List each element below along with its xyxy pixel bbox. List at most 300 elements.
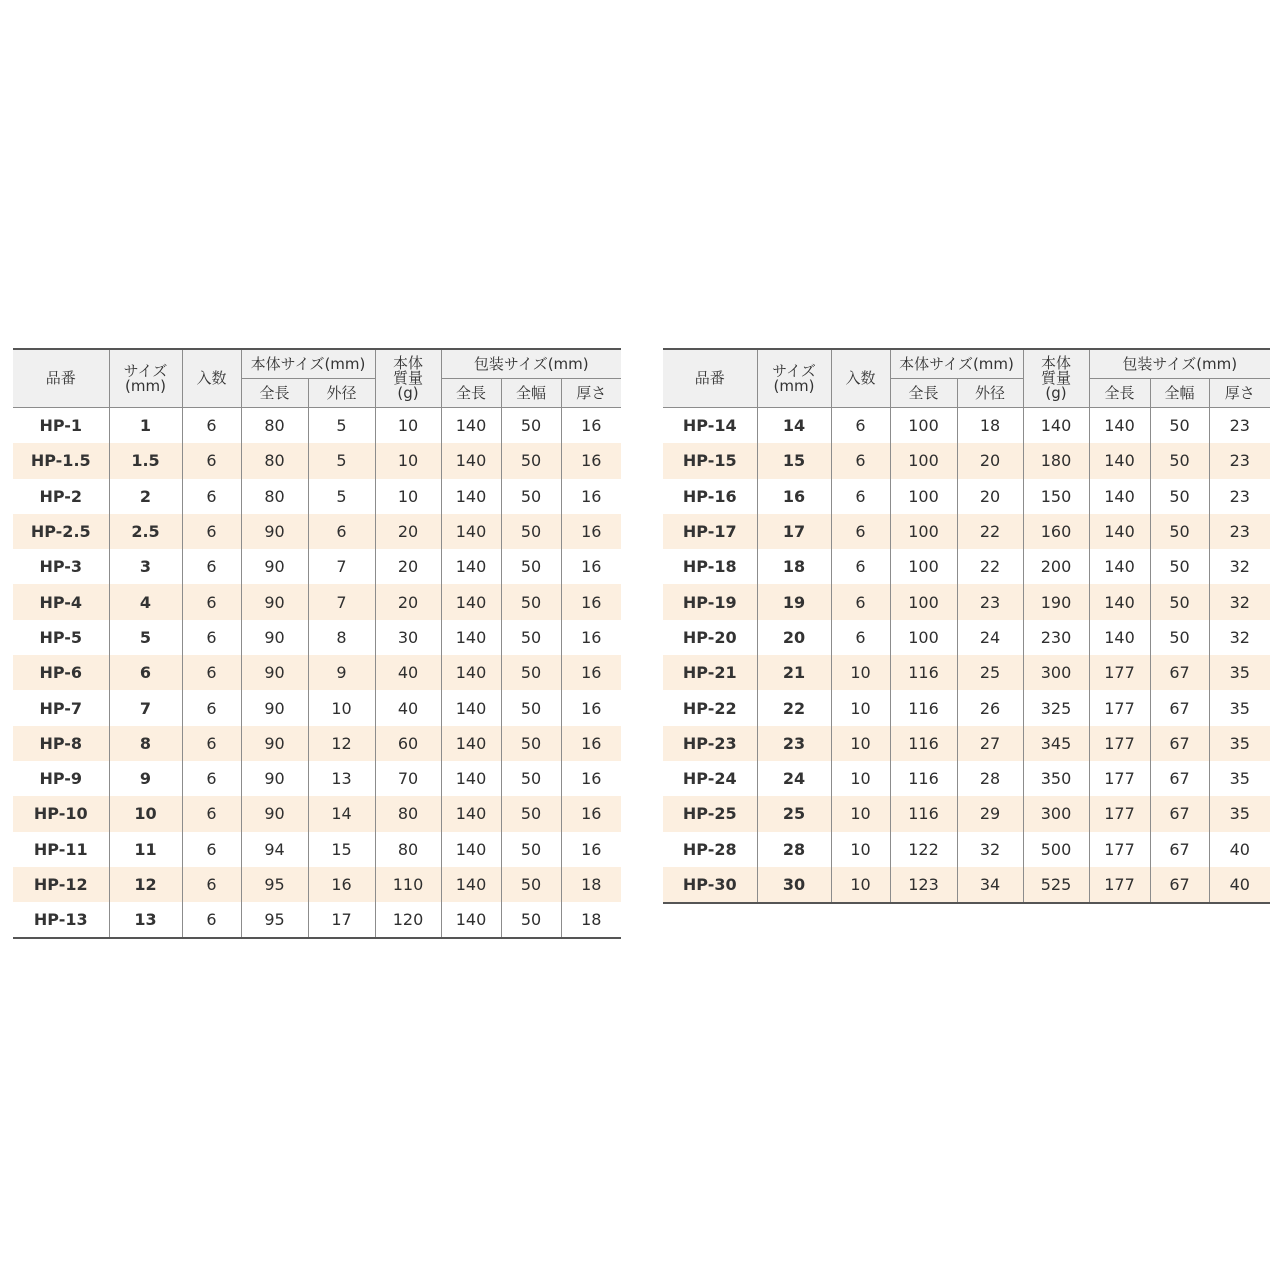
cell-pkg-width: 50 [501,655,561,690]
cell-mass: 20 [375,584,441,619]
header-body-length: 全長 [241,379,308,408]
cell-body-outer: 22 [957,549,1023,584]
cell-pkg-thickness: 23 [1209,408,1270,444]
cell-pkg-width: 67 [1150,832,1209,867]
cell-body-length: 100 [890,408,957,444]
cell-model: HP-3 [13,549,109,584]
cell-pkg-length: 140 [1089,514,1150,549]
cell-model: HP-7 [13,690,109,725]
cell-pkg-thickness: 16 [581,769,602,789]
cell-body-outer: 23 [957,584,1023,619]
table-row [663,514,1270,549]
cell-size: 10 [109,796,182,831]
cell-body-outer: 20 [957,443,1023,478]
cell-size: 5 [109,620,182,655]
cell-pkg-thickness: 16 [561,584,621,619]
cell-pkg-length: 140 [441,479,501,514]
table-row [663,549,1270,584]
cell-body-length: 90 [241,549,308,584]
cell-pkg-length: 140 [441,408,501,444]
header-body-outer: 外径 [957,379,1023,408]
cell-model: HP-17 [663,514,757,549]
cell-mass: 150 [1023,479,1089,514]
cell-size: 4 [109,584,182,619]
cell-pkg-thickness: 16 [561,514,621,549]
header-pkg-width: 全幅 [1150,379,1209,408]
cell-pkg-thickness: 16 [581,486,602,506]
cell-pkg-width: 67 [1150,761,1209,796]
cell-size: 25 [757,796,831,831]
cell-pkg-length: 140 [441,549,501,584]
cell-size: 20 [757,620,831,655]
cell-mass: 110 [375,867,441,902]
cell-body-length: 80 [241,479,308,514]
cell-mass: 80 [375,832,441,867]
cell-pkg-width: 50 [501,902,561,938]
cell-size: 18 [757,549,831,584]
cell-body-outer: 5 [308,443,375,478]
cell-qty: 6 [182,796,241,831]
cell-size: 17 [757,514,831,549]
cell-pkg-thickness: 35 [1229,698,1250,718]
table-row [13,479,621,514]
cell-body-outer: 27 [957,726,1023,761]
cell-mass: 180 [1023,443,1089,478]
cell-pkg-length: 177 [1089,796,1150,831]
cell-body-outer: 17 [308,902,375,938]
cell-pkg-length: 140 [1089,584,1150,619]
cell-mass: 140 [1023,408,1089,444]
table-row [663,867,1270,903]
cell-pkg-width: 50 [501,726,561,761]
cell-body-length: 90 [241,655,308,690]
spec-table-right [663,348,1270,904]
header-package-size: 包装サイズ(mm) [1089,349,1270,379]
cell-pkg-thickness: 35 [1209,726,1270,761]
cell-body-outer: 29 [957,796,1023,831]
cell-pkg-width: 50 [1150,479,1209,514]
table-row [663,726,1270,761]
cell-qty: 6 [831,549,890,584]
cell-model: HP-18 [663,549,757,584]
cell-qty: 6 [182,655,241,690]
cell-pkg-width: 67 [1150,690,1209,725]
cell-mass: 525 [1023,867,1089,903]
header-qty: 入数 [182,349,241,408]
cell-pkg-thickness: 35 [1229,769,1250,789]
cell-body-outer: 5 [308,408,375,444]
cell-size: 28 [757,832,831,867]
cell-pkg-length: 177 [1089,655,1150,690]
table-row [13,655,621,690]
cell-size: 2 [109,479,182,514]
cell-size: 8 [109,726,182,761]
cell-model: HP-9 [13,761,109,796]
table-row [13,832,621,867]
cell-pkg-width: 50 [501,549,561,584]
cell-pkg-thickness: 16 [561,655,621,690]
table-row [13,514,621,549]
cell-mass: 20 [375,549,441,584]
cell-qty: 10 [831,690,890,725]
cell-qty: 6 [182,726,241,761]
cell-body-outer: 20 [957,479,1023,514]
cell-qty: 6 [182,620,241,655]
cell-size: 16 [757,479,831,514]
cell-pkg-width: 50 [501,796,561,831]
cell-body-length: 123 [890,867,957,903]
cell-body-outer: 9 [308,655,375,690]
table-row [13,761,621,796]
cell-pkg-length: 177 [1089,690,1150,725]
cell-pkg-width: 50 [501,832,561,867]
cell-model: HP-24 [663,761,757,796]
table-row [13,867,621,902]
cell-model: HP-1.5 [13,443,109,478]
cell-pkg-width: 50 [501,408,561,444]
cell-mass: 345 [1023,726,1089,761]
cell-size: 6 [109,655,182,690]
cell-model: HP-10 [13,796,109,831]
header-mass: 本体 質量 (g) [375,349,441,408]
cell-qty: 6 [831,443,890,478]
cell-model: HP-15 [663,443,757,478]
table-row [13,584,621,619]
cell-pkg-length: 177 [1089,761,1150,796]
table-row [13,443,621,478]
cell-mass: 160 [1023,514,1089,549]
cell-pkg-length: 140 [441,690,501,725]
header-size: サイズ (mm) [757,349,831,408]
cell-pkg-width: 50 [501,690,561,725]
table-header [663,349,1270,408]
cell-body-outer: 6 [308,514,375,549]
cell-body-length: 122 [890,832,957,867]
cell-mass: 190 [1023,584,1089,619]
cell-pkg-length: 177 [1089,867,1150,903]
cell-pkg-length: 140 [1089,443,1150,478]
cell-body-outer: 8 [308,620,375,655]
cell-qty: 10 [831,867,890,903]
cell-body-length: 100 [890,443,957,478]
header-pkg-thickness: 厚さ [561,379,621,408]
header-pkg-width: 全幅 [501,379,561,408]
cell-model: HP-22 [663,690,757,725]
cell-model: HP-30 [663,867,757,903]
cell-pkg-length: 177 [1089,832,1150,867]
cell-mass: 20 [375,514,441,549]
cell-mass: 40 [375,690,441,725]
cell-body-outer: 24 [957,620,1023,655]
table-row [13,408,621,444]
cell-pkg-thickness: 35 [1209,796,1270,831]
cell-size: 12 [109,867,182,902]
cell-mass: 70 [375,761,441,796]
cell-qty: 6 [831,479,890,514]
cell-model: HP-4 [13,584,109,619]
cell-size: 2.5 [109,514,182,549]
cell-mass: 10 [375,408,441,444]
cell-pkg-thickness: 16 [561,726,621,761]
cell-mass: 230 [1023,620,1089,655]
cell-pkg-thickness: 40 [1209,867,1270,903]
cell-body-outer: 22 [957,514,1023,549]
header-body-size: 本体サイズ(mm) [241,349,375,379]
cell-pkg-thickness: 32 [1229,557,1250,577]
cell-qty: 10 [831,832,890,867]
cell-qty: 6 [182,690,241,725]
table-row [13,549,621,584]
header-body-size: 本体サイズ(mm) [890,349,1023,379]
cell-size: 15 [757,443,831,478]
cell-size: 3 [109,549,182,584]
cell-size: 14 [757,408,831,444]
cell-qty: 10 [831,655,890,690]
table-row [663,761,1270,796]
cell-pkg-width: 50 [501,479,561,514]
cell-body-outer: 7 [308,584,375,619]
cell-model: HP-19 [663,584,757,619]
cell-body-length: 100 [890,479,957,514]
cell-pkg-width: 50 [1150,514,1209,549]
cell-pkg-thickness: 16 [561,443,621,478]
table-row [663,796,1270,831]
cell-model: HP-14 [663,408,757,444]
header-package-size: 包装サイズ(mm) [441,349,621,379]
table-row [663,479,1270,514]
cell-pkg-length: 140 [441,620,501,655]
spec-table-left [13,348,621,939]
cell-body-length: 95 [241,902,308,938]
cell-mass: 325 [1023,690,1089,725]
cell-model: HP-6 [13,655,109,690]
cell-body-length: 90 [241,726,308,761]
cell-size: 9 [109,761,182,796]
cell-model: HP-8 [13,726,109,761]
cell-qty: 10 [831,726,890,761]
cell-body-length: 90 [241,584,308,619]
cell-pkg-length: 140 [1089,549,1150,584]
header-pkg-length: 全長 [1089,379,1150,408]
cell-model: HP-13 [13,902,109,938]
cell-mass: 350 [1023,761,1089,796]
cell-pkg-width: 50 [501,443,561,478]
cell-mass: 80 [375,796,441,831]
cell-body-outer: 15 [308,832,375,867]
cell-size: 7 [109,690,182,725]
cell-pkg-thickness: 32 [1229,627,1250,647]
cell-pkg-width: 50 [501,761,561,796]
cell-body-length: 90 [241,761,308,796]
cell-size: 22 [757,690,831,725]
cell-body-length: 116 [890,726,957,761]
table-row [13,726,621,761]
header-model: 品番 [663,349,757,408]
cell-pkg-thickness: 32 [1209,584,1270,619]
cell-pkg-length: 140 [441,514,501,549]
cell-mass: 500 [1023,832,1089,867]
cell-body-outer: 13 [308,761,375,796]
table-row [663,584,1270,619]
cell-mass: 40 [375,655,441,690]
cell-body-length: 90 [241,514,308,549]
cell-pkg-thickness: 16 [561,796,621,831]
header-body-outer: 外径 [308,379,375,408]
cell-model: HP-16 [663,479,757,514]
cell-pkg-length: 140 [1089,408,1150,444]
table-row [13,690,621,725]
cell-pkg-width: 50 [1150,443,1209,478]
table-row [663,408,1270,444]
cell-pkg-length: 140 [441,832,501,867]
cell-body-length: 116 [890,761,957,796]
cell-pkg-width: 50 [1150,549,1209,584]
cell-pkg-thickness: 40 [1229,839,1250,859]
cell-pkg-width: 50 [501,514,561,549]
cell-qty: 6 [182,832,241,867]
cell-pkg-length: 140 [441,655,501,690]
table-body [663,408,1270,904]
header-body-length: 全長 [890,379,957,408]
cell-body-outer: 7 [308,549,375,584]
cell-pkg-width: 67 [1150,796,1209,831]
cell-body-length: 80 [241,443,308,478]
cell-body-length: 80 [241,408,308,444]
cell-model: HP-2 [13,479,109,514]
cell-qty: 6 [831,620,890,655]
cell-pkg-thickness: 16 [561,408,621,444]
cell-size: 1 [109,408,182,444]
cell-model: HP-2.5 [13,514,109,549]
cell-size: 13 [109,902,182,938]
cell-size: 30 [757,867,831,903]
cell-model: HP-23 [663,726,757,761]
cell-pkg-thickness: 23 [1229,486,1250,506]
cell-body-outer: 32 [957,832,1023,867]
cell-body-outer: 34 [957,867,1023,903]
cell-mass: 60 [375,726,441,761]
cell-mass: 300 [1023,655,1089,690]
cell-size: 23 [757,726,831,761]
cell-qty: 6 [182,902,241,938]
cell-body-outer: 16 [308,867,375,902]
cell-model: HP-1 [13,408,109,444]
cell-body-outer: 14 [308,796,375,831]
cell-body-outer: 26 [957,690,1023,725]
cell-model: HP-28 [663,832,757,867]
cell-model: HP-11 [13,832,109,867]
cell-body-outer: 18 [957,408,1023,444]
cell-pkg-width: 50 [1150,408,1209,444]
cell-qty: 6 [182,761,241,796]
cell-qty: 6 [182,549,241,584]
cell-body-outer: 10 [308,690,375,725]
table-row [13,902,621,938]
header-pkg-thickness: 厚さ [1209,379,1270,408]
cell-pkg-length: 140 [441,902,501,938]
cell-body-length: 95 [241,867,308,902]
cell-qty: 6 [182,584,241,619]
cell-model: HP-12 [13,867,109,902]
cell-pkg-length: 140 [441,443,501,478]
cell-pkg-width: 50 [501,584,561,619]
cell-pkg-thickness: 18 [561,867,621,902]
table-row [663,443,1270,478]
cell-qty: 6 [182,867,241,902]
cell-pkg-length: 140 [441,796,501,831]
cell-size: 1.5 [109,443,182,478]
cell-pkg-length: 177 [1089,726,1150,761]
cell-model: HP-5 [13,620,109,655]
cell-body-length: 116 [890,655,957,690]
cell-pkg-width: 67 [1150,867,1209,903]
cell-model: HP-25 [663,796,757,831]
cell-size: 11 [109,832,182,867]
cell-pkg-length: 140 [1089,620,1150,655]
cell-pkg-width: 50 [501,620,561,655]
cell-qty: 6 [182,514,241,549]
cell-mass: 300 [1023,796,1089,831]
cell-pkg-thickness: 16 [581,698,602,718]
cell-pkg-width: 50 [1150,620,1209,655]
cell-body-outer: 25 [957,655,1023,690]
header-model: 品番 [13,349,109,408]
cell-qty: 10 [831,796,890,831]
cell-mass: 10 [375,479,441,514]
table-header [13,349,621,408]
table-body [13,408,621,939]
cell-body-outer: 5 [308,479,375,514]
cell-qty: 6 [182,479,241,514]
cell-pkg-width: 50 [1150,584,1209,619]
cell-body-length: 100 [890,584,957,619]
cell-body-outer: 12 [308,726,375,761]
table-row [663,620,1270,655]
cell-qty: 6 [182,408,241,444]
cell-pkg-length: 140 [441,584,501,619]
table-row [13,796,621,831]
cell-model: HP-21 [663,655,757,690]
cell-pkg-width: 67 [1150,655,1209,690]
cell-model: HP-20 [663,620,757,655]
cell-size: 19 [757,584,831,619]
cell-pkg-thickness: 16 [581,557,602,577]
header-qty: 入数 [831,349,890,408]
cell-qty: 6 [182,443,241,478]
cell-pkg-thickness: 23 [1209,514,1270,549]
cell-body-length: 90 [241,620,308,655]
cell-pkg-length: 140 [441,761,501,796]
cell-mass: 120 [375,902,441,938]
cell-body-length: 116 [890,690,957,725]
cell-qty: 10 [831,761,890,796]
cell-qty: 6 [831,584,890,619]
cell-qty: 6 [831,408,890,444]
table-row [13,620,621,655]
cell-pkg-length: 140 [441,726,501,761]
cell-body-outer: 28 [957,761,1023,796]
header-mass: 本体 質量 (g) [1023,349,1089,408]
table-row [663,832,1270,867]
table-row [663,655,1270,690]
cell-body-length: 100 [890,549,957,584]
table-row [663,690,1270,725]
cell-pkg-length: 140 [441,867,501,902]
cell-body-length: 116 [890,796,957,831]
cell-pkg-length: 140 [1089,479,1150,514]
cell-pkg-thickness: 16 [581,839,602,859]
cell-pkg-thickness: 23 [1209,443,1270,478]
